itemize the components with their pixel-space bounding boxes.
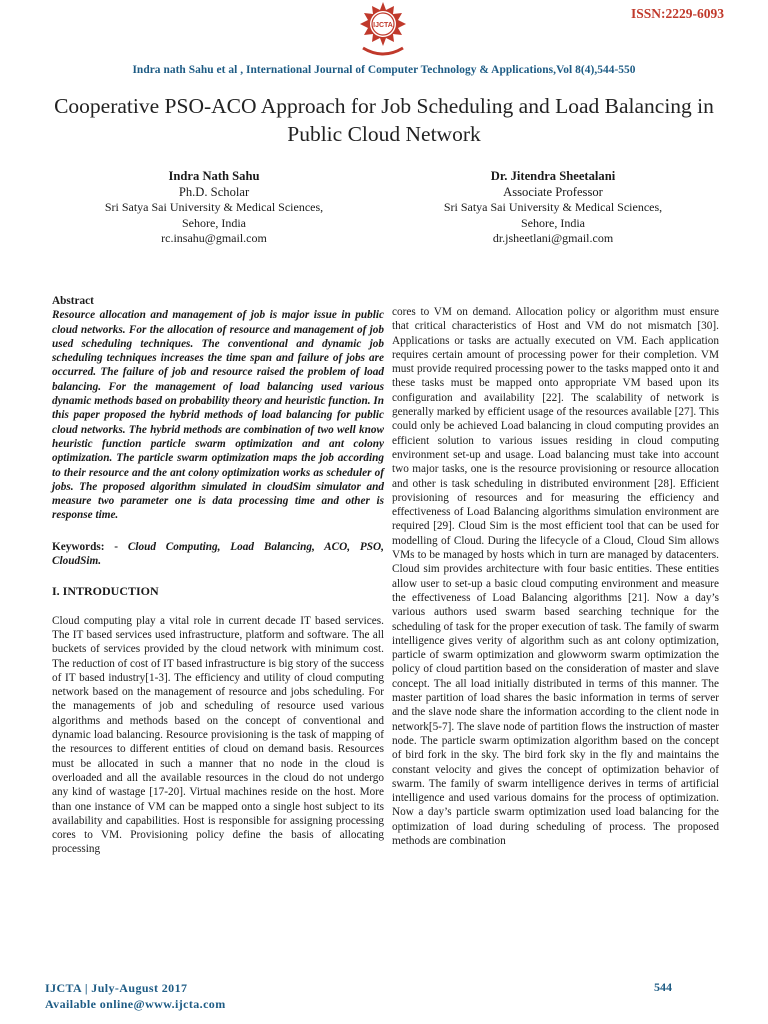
journal-logo bbox=[349, 0, 417, 60]
author-block-2 bbox=[403, 169, 703, 247]
author-name: Indra Nath Sahu bbox=[168, 169, 260, 183]
introduction-paragraph-right: cores to VM on demand. Allocation policy or algorithm must ensure that critical characteristics of Host and VM do not mismatch [30]. Applications or tasks are actually executed on VM. Each application requires certain amount of processing power for their completion. VM must provide required processing power to the tasks mapped onto it and these tasks must be mapped onto appropriate VM based upon its configuration and availability [22]. The scalability of network is generally marked by efficient usage of the resources available [27]. This could only be achieved Load balancing in cloud computing provides an efficient solution to various issues residing in cloud computing environment set-up and usage. Load balancing must take into account two major tasks, one is the resource provisioning or resource allocation and other is task scheduling in distributed environment [28]. Efficient provisioning of resources and for measuring the efficiency and effectiveness of Load Balancing algorithms simulation environment are required [29]. Cloud Sim is the most efficient tool that can be used for modelling of Cloud. During the lifecycle of a Cloud, Cloud Sim allows VMs to be managed by hosts which in turn are managed by datacenters. Cloud sim provides architecture with four basic entities. These entities allow user to set-up a basic cloud computing environment and measure the effectiveness of Load Balancing algorithms [21]. Now a day’s various authors used swarm based searching technique for the scheduling of task for the proper execution of task. The family of swarm intelligence gives verity of algorithm such as ant colony optimization, particle of swarm optimization and glowworm swarm optimization the policy of cloud partition based on the consideration of master and slave concept. The all load initially distributed in terms of this manner. The master partition of load shares the basic information in terms of server and the slave node share the information according to the client node in network[5-7]. The slave node of partition flows the instruction of master node. The particle swarm optimization algorithm based on the concept of bird fork in the sky. The bird fork sky in the fly and maintains the constant velocity and gives the concept of optimization behavior of swarm. The family of swarm intelligence derives in terms of artificial intelligence and used various domains for the process of optimization. Now a day’s particle swarm optimization used load balancing for the optimization of load during scheduling of process. The proposed methods are combination bbox=[392, 306, 719, 847]
author-location: Sehore, India bbox=[521, 215, 585, 230]
page-number: 544 bbox=[654, 980, 672, 994]
logo-text: IJCTA bbox=[373, 22, 393, 29]
introduction-paragraph-left: Cloud computing play a vital role in current decade IT based services. The IT based services used infrastructure, platform and software. The all buckets of services provided by the cloud network with minimum cost. The reduction of cost of IT based infrastructure is big story of the success of IT based industry[1-3]. The efficiency and utility of cloud computing network based on the management of resource and jobs scheduling. For the managements of job and scheduling of resource used various algorithms and methods based on the concept of conventional and dynamic load balancing. Resource provisioning is the task of mapping of the resources to different entities of cloud on demand basis. Resources must be allocated in such a manner that no node in the cloud is overloaded and all the available resources in the cloud do not undergo any kind of wastage [17-20]. Virtual machines reside on the host. More than one instance of VM can be mapped onto a single host subject to its availability and capabilities. Host is responsible for assigning processing cores to VM. Provisioning policy define the basis of allocating processing bbox=[52, 614, 384, 856]
author-email: dr.jsheetlani@gmail.com bbox=[492, 231, 614, 246]
author-affiliation: Sri Satya Sai University & Medical Sciences, bbox=[443, 200, 663, 215]
right-column bbox=[392, 305, 719, 848]
footer-journal bbox=[45, 980, 226, 1012]
keywords-label: Keywords: - bbox=[52, 540, 119, 553]
keywords bbox=[52, 540, 384, 569]
abstract-body: Resource allocation and management of job is major issue in public cloud networks. For the allocation of resource and management of job used scheduling techniques. The conventional and dynamic job scheduling techniques increases the time span and failure of jobs are occurred. The failure of job and resource raised the problem of load balancing. For the management of load balancing used various dynamic methods based on probability theory and heuristic function. In this paper proposed the hybrid methods of load balancing for public cloud networks. The hybrid methods are combination of two well know heuristic function particle swarm optimization and ant colony optimization. The particle swarm optimization maps the job according to their resource and the ant colony optimization works as scheduler of jobs. The proposed algorithm simulated in cloudSim simulator and measure two parameter one is data processing time and other is response time. bbox=[52, 309, 384, 522]
author-location: Sehore, India bbox=[182, 215, 246, 230]
issn-label: ISSN:2229-6093 bbox=[630, 6, 724, 21]
running-head: Indra nath Sahu et al , International Journal of Computer Technology & Applications,Vol 8(4),544-550 bbox=[132, 64, 636, 76]
footer-availability: Available online@www.ijcta.com bbox=[45, 997, 226, 1011]
section-heading-introduction: I. INTRODUCTION bbox=[52, 584, 159, 599]
paper-title: Cooperative PSO-ACO Approach for Job Scheduling and Load Balancing in Public Cloud Network bbox=[54, 94, 714, 146]
author-affiliation: Sri Satya Sai University & Medical Sciences, bbox=[104, 200, 324, 215]
author-role: Ph.D. Scholar bbox=[178, 184, 250, 199]
author-block-1 bbox=[64, 169, 364, 247]
author-email: rc.insahu@gmail.com bbox=[161, 231, 267, 246]
author-name: Dr. Jitendra Sheetalani bbox=[490, 169, 616, 183]
footer-issue: IJCTA | July-August 2017 bbox=[45, 981, 188, 995]
abstract-heading: Abstract bbox=[52, 295, 94, 307]
keywords-text: Cloud Computing, Load Balancing, ACO, PSO, CloudSim. bbox=[52, 540, 384, 568]
author-role: Associate Professor bbox=[503, 184, 603, 199]
left-column bbox=[52, 294, 384, 857]
